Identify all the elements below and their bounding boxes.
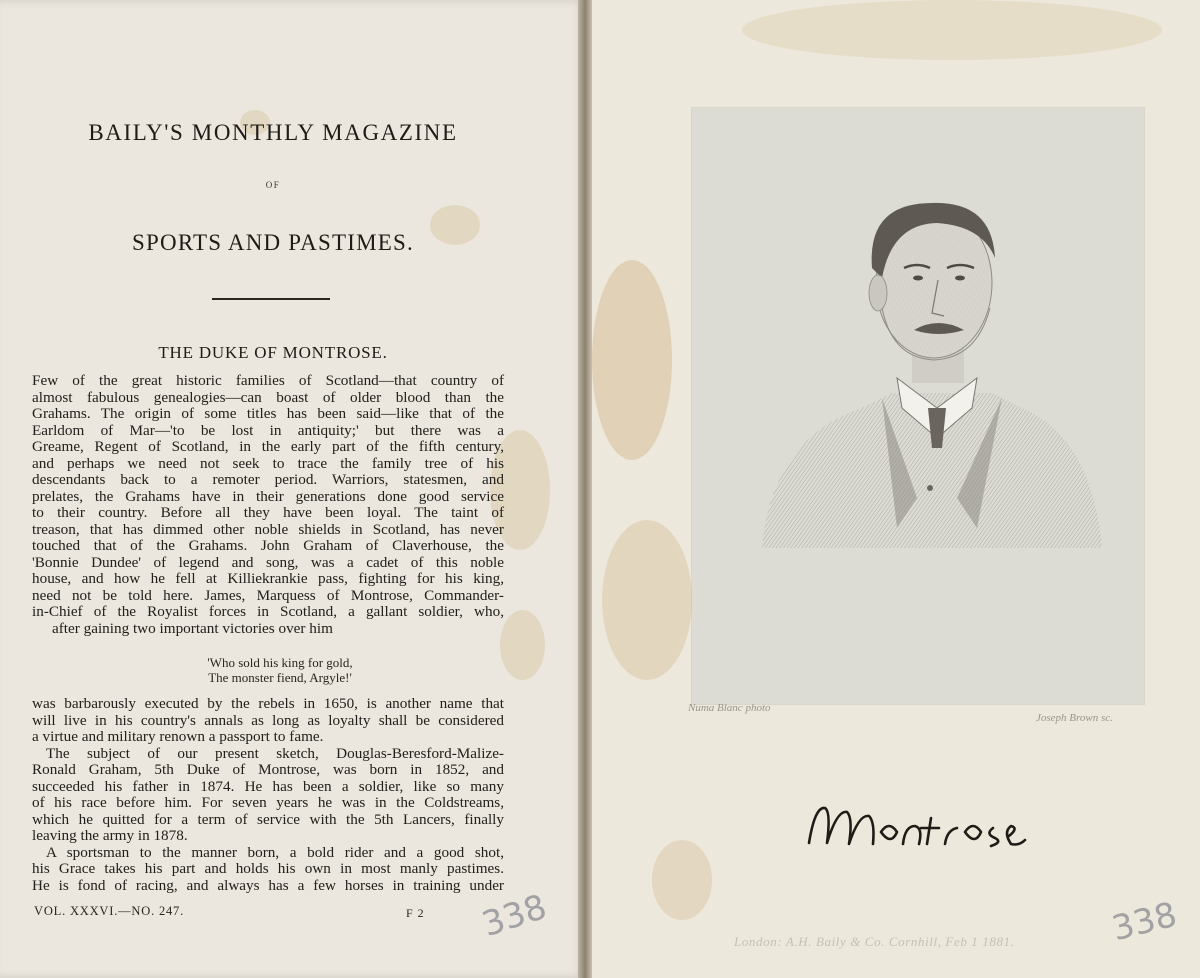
volume-number: VOL. XXXVI.—NO. 247. — [34, 904, 185, 918]
text-line: He is fond of racing, and always has a few horses in training under — [32, 876, 504, 894]
text-line: in-Chief of the Royalist forces in Scotland, a gallant soldier, who, — [32, 603, 504, 620]
left-page — [0, 0, 586, 978]
text-line: after gaining two important victories over him — [52, 619, 333, 637]
publisher-imprint: London: A.H. Baily & Co. Cornhill, Feb 1 1881. — [734, 934, 1015, 949]
text-line: Few of the great historic families of Scotland—that country of — [32, 372, 504, 389]
paragraph-1 — [32, 373, 504, 637]
text-line: treason, that has dimmed other noble shields in Scotland, has never — [32, 520, 504, 538]
portrait-plate — [692, 108, 1144, 704]
text-line: will live in his country's annals as long as loyalty shall be considered — [32, 711, 504, 729]
signature-mark: F 2 — [406, 906, 425, 920]
pencil-page-number: 338 — [477, 886, 552, 946]
text-line: Grahams. The origin of some titles has been said—like that of the — [32, 405, 504, 422]
quote-line: The monster fiend, Argyle!' — [208, 670, 352, 685]
text-line: need not be told here. James, Marquess of Montrose, Commander- — [32, 586, 504, 604]
text-line: and perhaps we need not seek to trace the family tree of his — [32, 454, 504, 472]
text-line: almost fabulous genealogies—can boast of older blood than the — [32, 388, 504, 406]
text-line: Ronald Graham, 5th Duke of Montrose, was born in 1852, and — [32, 761, 504, 778]
article-title: THE DUKE OF MONTROSE. — [158, 343, 388, 362]
paragraph-2 — [32, 696, 504, 894]
text-line: touched that of the Grahams. John Graham of Claverhouse, the — [32, 537, 504, 554]
text-line: house, and how he fell at Killiekrankie pass, fighting for his king, — [32, 570, 504, 587]
text-line: of his race before him. For seven years he was in the Coldstreams, — [32, 794, 504, 811]
text-line: was barbarously executed by the rebels in 1650, is another name that — [32, 695, 504, 712]
text-line: prelates, the Grahams have in their generations done good service — [32, 487, 504, 505]
magazine-subtitle: SPORTS AND PASTIMES. — [132, 230, 414, 255]
engraver-credit: Joseph Brown sc. — [1036, 712, 1113, 724]
montrose-signature — [797, 788, 1027, 868]
text-line: Greame, Regent of Scotland, in the early part of the fifth century, — [32, 438, 504, 455]
text-line: leaving the army in 1878. — [32, 827, 188, 844]
pencil-page-number: 338 — [1108, 894, 1181, 950]
text-line: Earldom of Mar—'to be lost in antiquity;' but there was a — [32, 421, 504, 439]
verse-quote — [100, 655, 460, 685]
text-line: descendants back to a remoter period. Warriors, statesmen, and — [32, 471, 504, 488]
text-line: a virtue and military renown a passport to fame. — [32, 728, 324, 745]
text-line: 'Bonnie Dundee' of legend and song, was a cadet of this noble — [32, 553, 504, 571]
text-line: which he quitted for a term of service with the 5th Lancers, finally — [32, 810, 504, 828]
text-line: succeeded his father in 1874. He has been a soldier, like so many — [32, 777, 504, 795]
right-page — [592, 0, 1200, 978]
portrait-engraving — [692, 108, 1144, 704]
text-line: to their country. Before all they have been loyal. The taint of — [32, 504, 504, 521]
text-line: A sportsman to the manner born, a bold rider and a good shot, — [46, 843, 504, 861]
photo-credit: Numa Blanc photo — [688, 702, 771, 714]
quote-line: 'Who sold his king for gold, — [207, 655, 353, 670]
magazine-title: BAILY'S MONTHLY MAGAZINE — [88, 120, 458, 145]
book-gutter — [578, 0, 592, 978]
title-rule — [212, 298, 330, 300]
text-line: his Grace takes his part and holds his own in most manly pastimes. — [32, 860, 504, 877]
magazine-of: OF — [265, 180, 281, 190]
text-line: The subject of our present sketch, Douglas-Beresford-Malize- — [46, 744, 504, 762]
